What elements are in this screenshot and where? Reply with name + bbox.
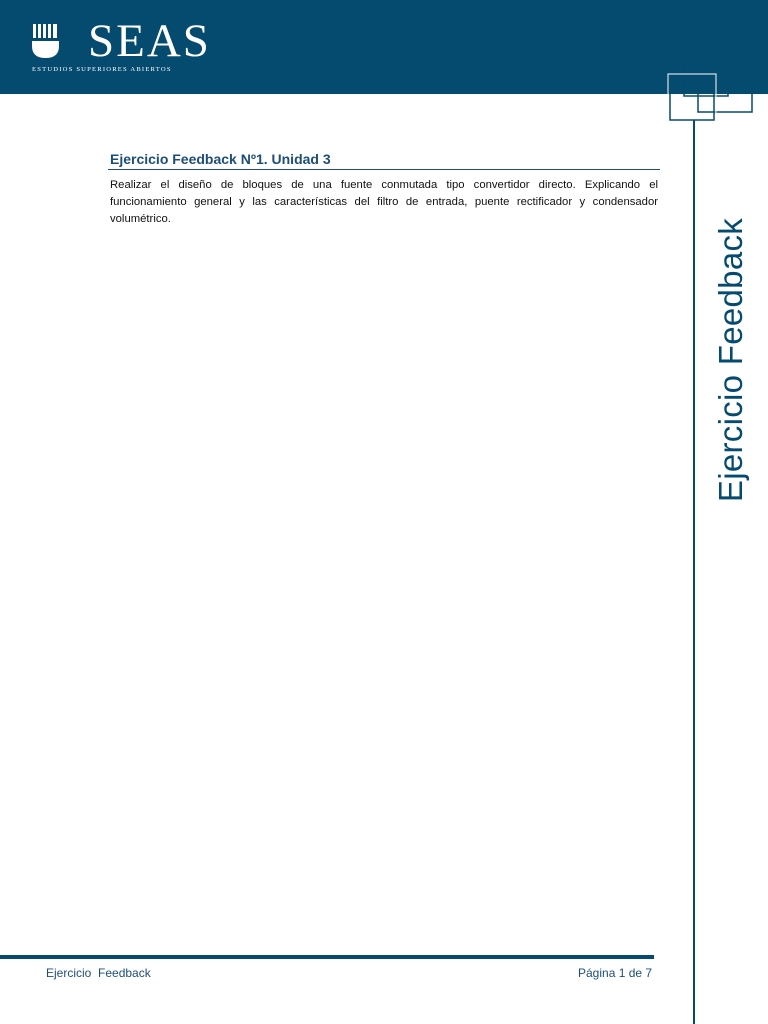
footer-document-name: Ejercicio Feedback (46, 966, 151, 980)
footer-rule (0, 955, 654, 959)
document-body: Realizar el diseño de bloques de una fuente conmutada tipo convertidor directo. Explicando el funcionamiento general y las características del filtro de entrada, puente rectificador y condensador volumétrico. (110, 179, 658, 225)
sidebar-rule (693, 120, 695, 1024)
logo-wordmark: SEAS (88, 15, 211, 67)
header-band (0, 0, 768, 94)
document-title: Ejercicio Feedback Nº1. Unidad 3 (110, 151, 331, 167)
title-underline (108, 169, 660, 170)
seas-emblem-icon (32, 24, 62, 60)
logo-subtitle: ESTUDIOS SUPERIORES ABIERTOS (32, 66, 172, 73)
footer-page-number: Página 1 de 7 (578, 966, 653, 980)
seas-logo (32, 15, 211, 76)
decorative-squares-icon (664, 58, 764, 128)
sidebar-vertical-title: Ejercicio Feedback (712, 217, 749, 503)
